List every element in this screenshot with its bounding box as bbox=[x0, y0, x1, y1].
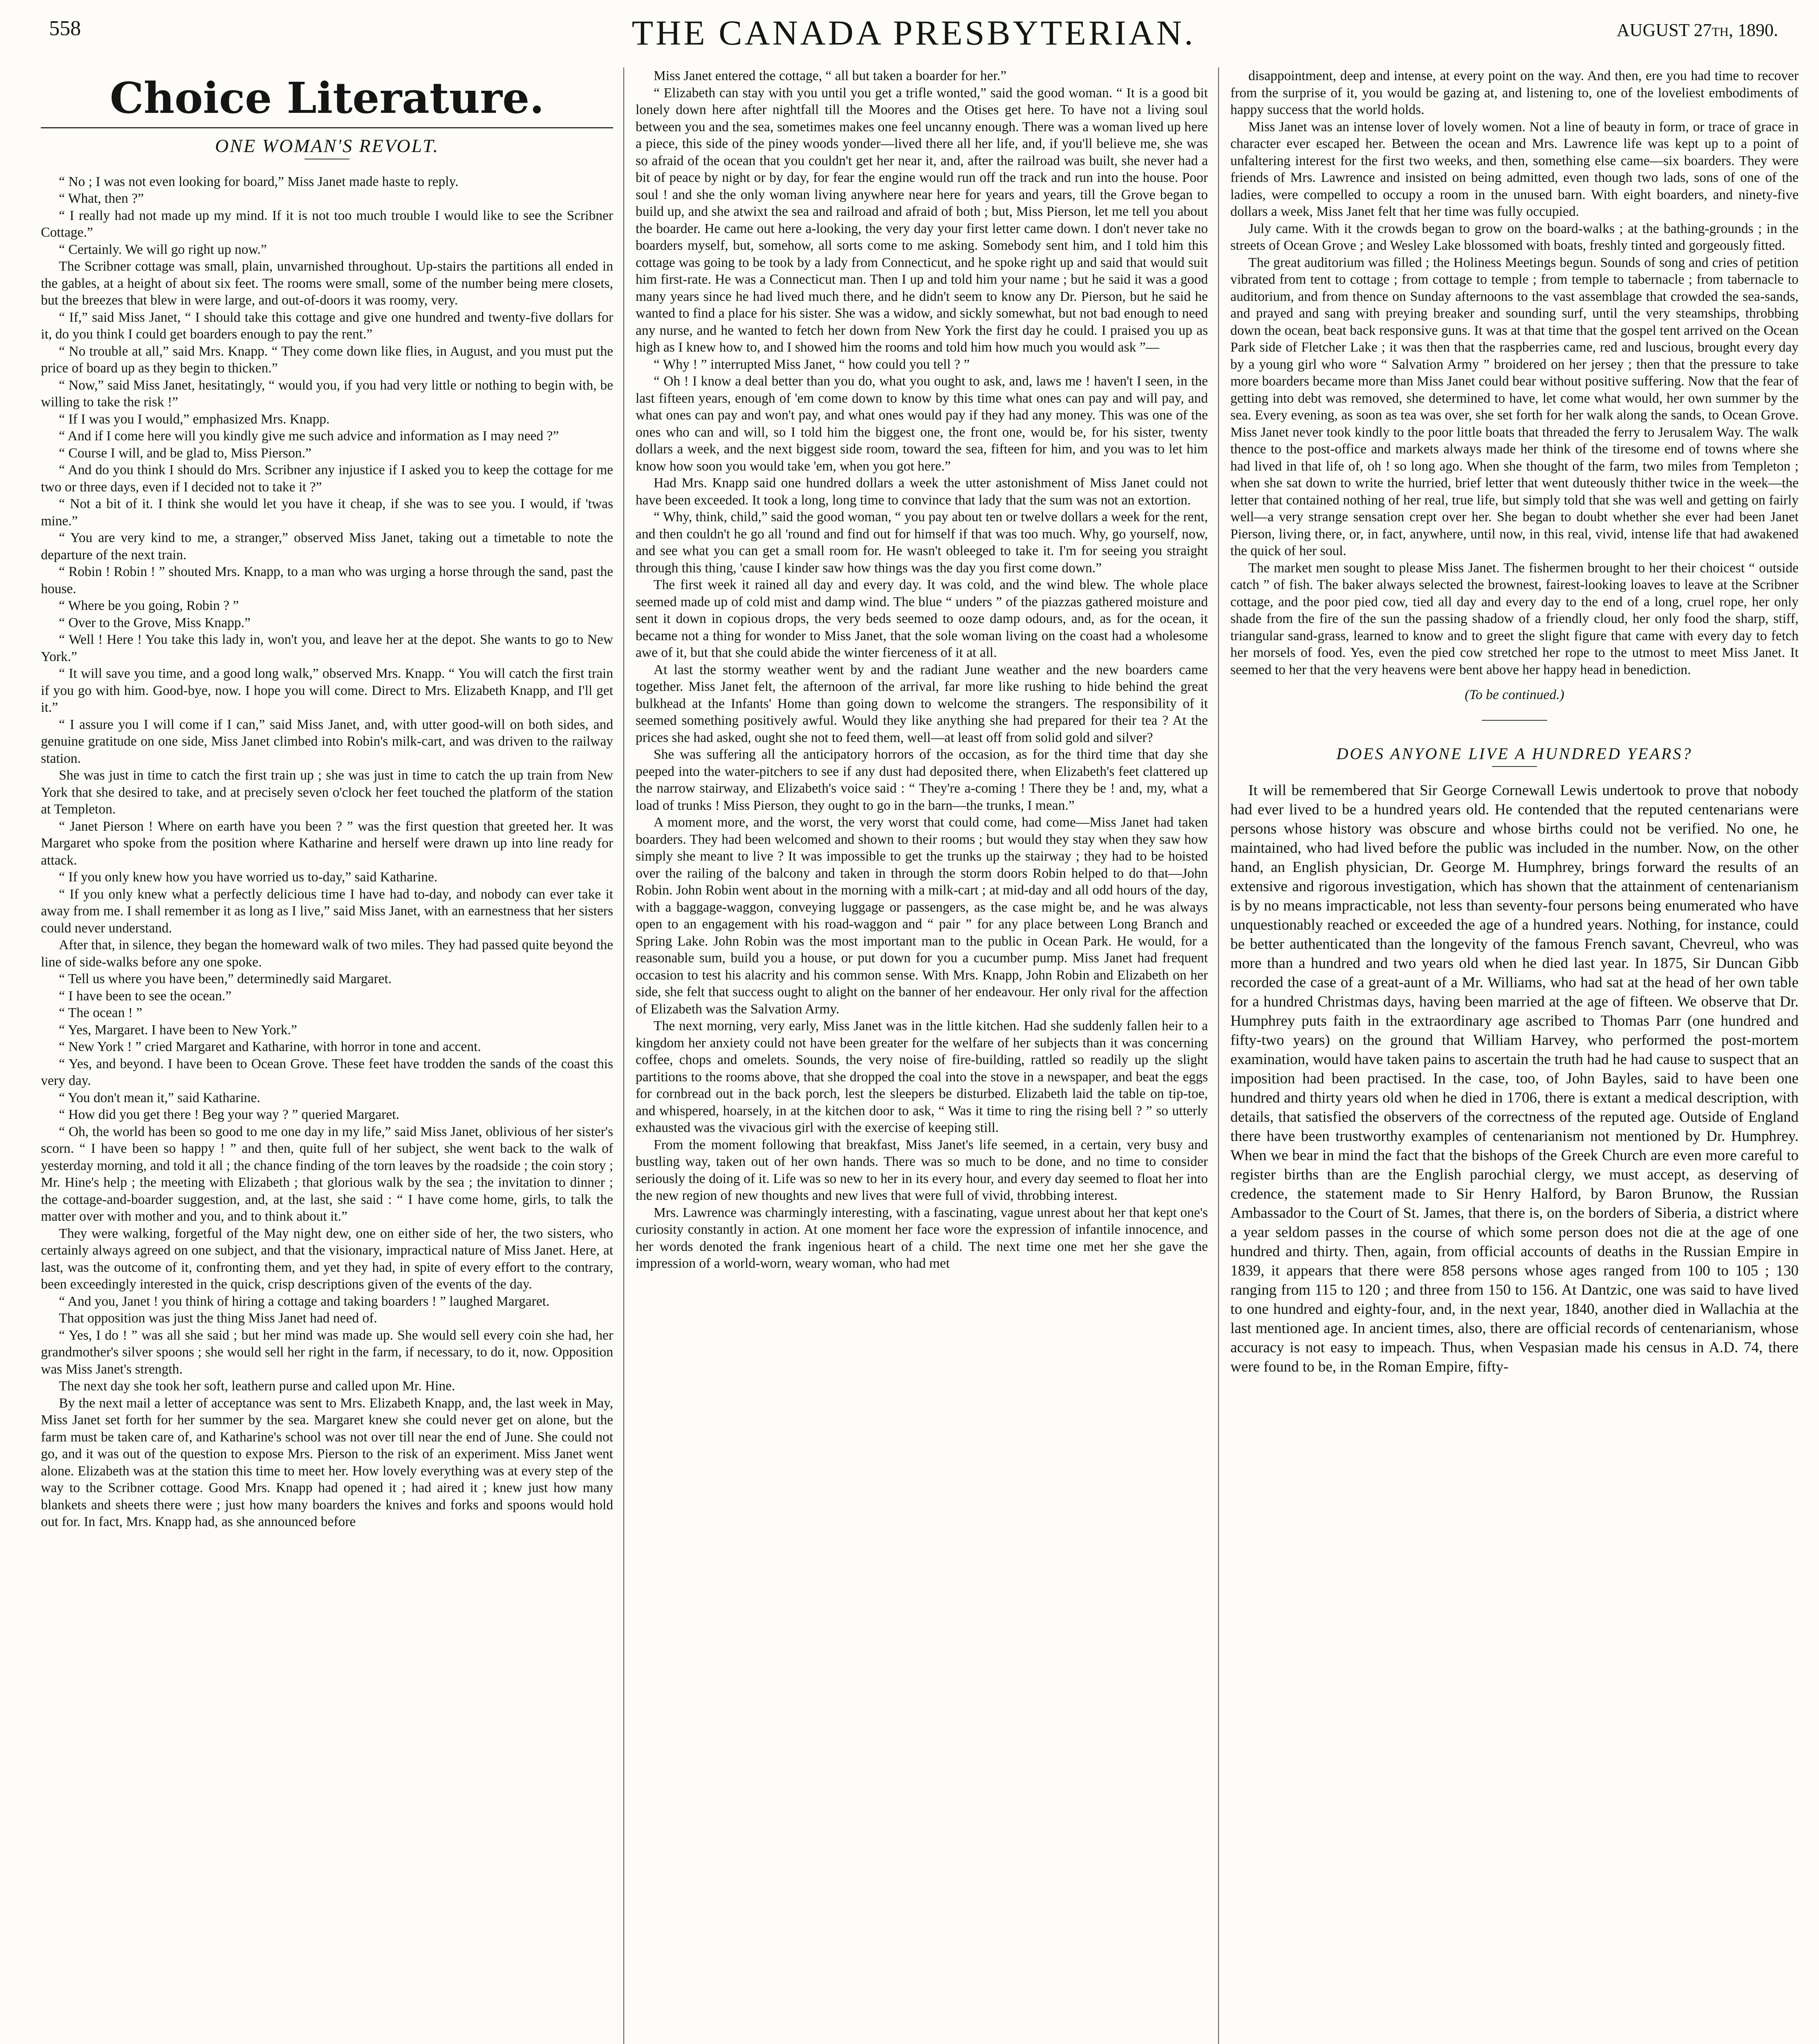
paragraph: “ It will save you time, and a good long walk,” observed Mrs. Knapp. “ You will catch the first train if you go with him. Good-bye, now. I hope you will come. Direct to Mrs. Elizabeth Knapp, and I'll get it.” bbox=[41, 666, 613, 715]
paragraph: “ If you only knew what a perfectly delicious time I have had to-day, and nobody can ever take it away from me. I shall remember it as long as I live,” said Miss Janet, with an earnestness that her sisters could never understand. bbox=[41, 886, 613, 936]
paragraph: “ New York ! ” cried Margaret and Katharine, with horror in tone and accent. bbox=[59, 1039, 481, 1054]
paragraph: disappointment, deep and intense, at every point on the way. And then, ere you had time to recover from the surprise of it, you would be gazing at, and listening to, one of the loveliest embodiments of happy success that the world holds. bbox=[1230, 68, 1799, 117]
article-body bbox=[1230, 781, 1799, 1376]
story-body-col1 bbox=[41, 173, 613, 1531]
paragraph: They were walking, forgetful of the May night dew, one on either side of her, the two sisters, who certainly always agreed on one subject, and that the visionary, impractical nature of Miss Janet. Here, at last, was the outcome of it, confronting them, and yet they had, in spite of every effort to the contrary, been exceedingly interested in the quick, crisp descriptions given of the events of the day. bbox=[41, 1226, 613, 1292]
story-body-col2 bbox=[636, 67, 1208, 1272]
paragraph: “ Elizabeth can stay with you until you get a trifle wonted,” said the good woman. “ It is a good bit lonely down here after nightfall till the Moores and the Otises get here. To have not a living soul between you and the sea, sometimes makes one feel uncanny enough. There was a woman lived up here a piece, this side of the piney woods yonder—lived there all her life, and, if you'll believe me, she was so afraid of the ocean that you couldn't get her near it, and, after the railroad was built, she never had a bit of peace by night or by day, for fear the engine would run off the track and run into the house. Poor soul ! and she the only woman living anywhere near here for years and years, till the Grove began to build up, and she atwixt the sea and railroad and afraid of both ; but, Miss Pierson, let me tell you about the boarder. He came out here a-looking, the very day your first letter came down. I don't never take no boarders myself, but, somehow, all sorts come to me asking. Somebody sent him, and I told him this cottage was going to be took by a lady from Connecticut, and he spoke right up and said that would suit him first-rate. He was a Connecticut man. Then I up and told him your name ; but he said it was a good many years since he had lived much there, and he didn't seem to know any Dr. Pierson, but he said he wanted to find a place for his sister. She was a widow, and sickly somewhat, but not bad enough to need any nurse, and he wanted to fetch her down from New York the first day he could. I praised you up as high as I knew how to, and I showed him the rooms and told him how much you would ask ”— bbox=[636, 85, 1208, 355]
paragraph: “ Well ! Here ! You take this lady in, won't you, and leave her at the depot. She wants to go to New York.” bbox=[41, 632, 613, 664]
paragraph: The first week it rained all day and every day. It was cold, and the wind blew. The whole place seemed made up of cold mist and damp wind. The blue “ unders ” of the piazzas gathered moisture and sent it down in copious drops, the very beds seemed to ooze damp odours, and, as for the ocean, it became not a thing for wonder to Miss Janet, that the sole woman living on the coast had a wholesome awe of it, but that she could abide the winter fierceness of it at all. bbox=[636, 577, 1208, 660]
paragraph: “ You don't mean it,” said Katharine. bbox=[59, 1090, 260, 1105]
story-title: ONE WOMAN'S REVOLT. bbox=[215, 135, 439, 156]
paragraph: “ If,” said Miss Janet, “ I should take this cottage and give one hundred and twenty-five dollars for it, do you think I could get boarders enough to pay the rent.” bbox=[41, 309, 613, 342]
paper-title: THE CANADA PRESBYTERIAN. bbox=[632, 13, 1196, 52]
paragraph: “ Why ! ” interrupted Miss Janet, “ how could you tell ? ” bbox=[654, 356, 970, 372]
article-separator bbox=[1482, 720, 1547, 721]
paragraph: “ Oh ! I know a deal better than you do, what you ought to ask, and, laws me ! haven't I seen, in the last fifteen years, enough of 'em come down to know by this time what ones can pay and will pay, and what ones can pay and won't pay, and what ones would pay if they had any money. This was one of the ones who can and will, so I told him the biggest one, the front one, would be, for his sister, twenty dollars a week, and the next biggest side room, toward the sea, fifteen for him, and you was to let him know how soon you would take 'em, when you got here.” bbox=[636, 374, 1208, 474]
column-3 bbox=[1230, 67, 1799, 2044]
paragraph: “ Robin ! Robin ! ” shouted Mrs. Knapp, to a man who was urging a horse through the sand, past the house. bbox=[41, 564, 613, 596]
masthead bbox=[49, 12, 1778, 61]
paragraph: “ Over to the Grove, Miss Knapp.” bbox=[59, 615, 251, 630]
paragraph: “ And do you think I should do Mrs. Scribner any injustice if I asked you to keep the cottage for me two or three days, even if I decided not to take it ?” bbox=[41, 462, 613, 495]
page-number: 558 bbox=[49, 17, 81, 40]
column-1 bbox=[41, 67, 613, 2044]
to-be-continued: (To be continued.) bbox=[1465, 687, 1564, 702]
paragraph: “ How did you get there ! Beg your way ? ” queried Margaret. bbox=[59, 1107, 399, 1122]
column-divider bbox=[623, 67, 624, 2044]
paragraph: At last the stormy weather went by and the radiant June weather and the new boarders came together. Miss Janet felt, the afternoon of the arrival, far more like rushing to hide behind the great bulkhead at the Infants' Home than going down to welcome the strangers. The responsibility of it seemed something positively awful. Would they like anything she had prepared for their tea ? At the prices she had asked, ought she not to feed them, well—at least off from solid gold and silver? bbox=[636, 662, 1208, 745]
paragraph: “ Where be you going, Robin ? ” bbox=[59, 598, 239, 613]
column-divider bbox=[1218, 67, 1219, 2044]
paragraph: “ Certainly. We will go right up now.” bbox=[59, 242, 267, 257]
paragraph: “ No ; I was not even looking for board,” Miss Janet made haste to reply. bbox=[59, 174, 459, 189]
paragraph: “ And if I come here will you kindly give me such advice and information as I may need ?” bbox=[59, 428, 559, 444]
paragraph: “ What, then ?” bbox=[59, 191, 144, 206]
paragraph: A moment more, and the worst, the very worst that could come, had come—Miss Janet had taken boarders. They had been welcomed and shown to their rooms ; but would they stay when they saw how simply she meant to live ? It was impossible to get the trunks up the stairway ; they had to be hoisted over the railing of the balcony and taken in through the storm doors Robin helped to do that—John Robin. John Robin went about in the morning with a milk-cart ; at mid-day and all odd hours of the day, with a baggage-waggon, conveying luggage or passengers, as the case might be, and he was always open to an engagement with his road-waggon and “ pair ” for any place between Long Branch and Spring Lake. John Robin was the most important man to the public in Ocean Park. He would, for a reasonable sum, build you a house, or put down for you a cucumber pump. Miss Janet had frequent occasion to test his alacrity and his common sense. With Mrs. Knapp, John Robin and Elizabeth on her side, she felt that success ought to alight on the banner of her endeavour. Her only rival for the affection of Elizabeth was the Salvation Army. bbox=[636, 815, 1208, 1017]
column-2 bbox=[636, 67, 1208, 2044]
article-title: DOES ANYONE LIVE A HUNDRED YEARS? bbox=[1336, 744, 1693, 763]
paragraph: “ I have been to see the ocean.” bbox=[59, 988, 232, 1004]
paragraph: “ And you, Janet ! you think of hiring a cottage and taking boarders ! ” laughed Margaret. bbox=[59, 1293, 550, 1309]
paragraph: “ Not a bit of it. I think she would let you have it cheap, if she was to see you. I would, if 'twas mine.” bbox=[41, 496, 613, 529]
paragraph: “ If you only knew how you have worried us to-day,” said Katharine. bbox=[59, 870, 438, 885]
paragraph: “ Yes, Margaret. I have been to New York.” bbox=[59, 1022, 297, 1038]
paragraph: “ Now,” said Miss Janet, hesitatingly, “ would you, if you had very little or nothing to begin with, be willing to take the risk !” bbox=[41, 377, 613, 410]
paragraph: “ Tell us where you have been,” determinedly said Margaret. bbox=[59, 971, 392, 986]
story-body-col3 bbox=[1230, 67, 1799, 678]
paragraph: The next morning, very early, Miss Janet was in the little kitchen. Had she suddenly fallen heir to a kingdom her anxiety could not have been greater for the welfare of her subjects than it was concerning coffee, chops and omelets. Sounds, the very noise of fire-building, rattled so readily up the slight partitions to the rooms above, that she dropped the coal into the stove in a newspaper, and beat the eggs for cornbread out in the back porch, lest the sleepers be disturbed. Elizabeth laid the table on tip-toe, and whispered, hoarsely, in at the kitchen door to ask, “ Was it time to ring the rising bell ? ” so utterly exhausted was the vivacious girl with the exercise of keeping still. bbox=[636, 1018, 1208, 1135]
paragraph: “ I really had not made up my mind. If it is not too much trouble I would like to see the Scribner Cottage.” bbox=[41, 208, 613, 240]
section-heading: Choice Literature. bbox=[110, 73, 544, 123]
paragraph: That opposition was just the thing Miss Janet had need of. bbox=[59, 1311, 377, 1326]
paragraph: Miss Janet entered the cottage, “ all but taken a boarder for her.” bbox=[654, 68, 1007, 83]
paragraph: The great auditorium was filled ; the Holiness Meetings begun. Sounds of song and cries of petition vibrated from tent to cottage ; from cottage to temple ; from temple to tabernacle ; from tabernacle to auditorium, and from thence on Sunday afternoons to the vast assemblage that crowded the sea-sands, and prayed and sang with preying breaker and sounding surf, until the very steamships, throbbing down the ocean, beat back responsive guns. It was at that time that the gospel tent arrived on the Ocean Park side of Fletcher Lake ; it was then that the raspberries came, red and luscious, brought every day by a young girl who wore “ Salvation Army ” broidered on her jersey ; then that the pressure to take more boarders became more than Miss Janet could bear without positive suffering. Now that the fear of getting into debt was removed, she determined to have, let come what would, her own summer by the sea. Every evening, as soon as tea was over, she set forth for her walk along the sands, to Ocean Grove. Miss Janet never took kindly to the poor little boats that threaded the ferry to Jerusalem Way. The walk thence to the post-office and markets always made her think of the tiresome end of towns where she had lived in that life of, oh ! so long ago. When she thought of the farm, two miles from Templeton ; when she sat down to write the hurried, brief letter that went duteously thither twice in the week—the letter that contained nothing of her real, true life, but simply told that she was well and getting on fairly well—a very strange sensation crept over her. She began to doubt whether she ever had been Janet Pierson, living there, or, in fact, anywhere, until now, in this real, vivid, intense life that had awakened the quick of her soul. bbox=[1230, 255, 1799, 558]
paragraph: July came. With it the crowds began to grow on the board-walks ; at the bathing-grounds ; in the streets of Ocean Grove ; and Wesley Lake blossomed with boats, freshly tinted and gorgeously fitted. bbox=[1230, 221, 1799, 253]
paragraph: “ You are very kind to me, a stranger,” observed Miss Janet, taking out a timetable to note the departure of the next train. bbox=[41, 530, 613, 563]
paragraph: The next day she took her soft, leathern purse and called upon Mr. Hine. bbox=[59, 1378, 455, 1394]
paragraph: The Scribner cottage was small, plain, unvarnished throughout. Up-stairs the partitions all ended in the gables, at a height of about six feet. The rooms were small, some of the number being mere closets, but the breezes that blew in were large, and out-of-doors it was roomy, very. bbox=[41, 259, 613, 308]
paragraph: The market men sought to please Miss Janet. The fishermen brought to her their choicest “ outside catch ” of fish. The baker always selected the brownest, fairest-looking loaves to leave at the Scribner cottage, and the poor pied cow, tied all day and every day to the end of a long, cruel rope, her only shade from the fire of the sun the passing shadow of a friendly cloud, her only food the sharp, stiff, triangular sand-grass, learned to know and to greet the slight figure that came with every day to fetch her morsels of food. Yes, even the pied cow stretched her rope to the utmost to meet Miss Janet. It seemed to her that the very heavens were bent above her happy head in benediction. bbox=[1230, 560, 1799, 677]
paragraph: After that, in silence, they began the homeward walk of two miles. They had passed quite beyond the line of side-walks before any one spoke. bbox=[41, 937, 613, 970]
paragraph: She was just in time to catch the first train up ; she was just in time to catch the up train from New York that she desired to take, and at precisely seven o'clock her feet touched the platform of the station at Templeton. bbox=[41, 768, 613, 817]
heading-rule bbox=[41, 127, 613, 128]
article-title-rule bbox=[1492, 766, 1537, 767]
paragraph: By the next mail a letter of acceptance was sent to Mrs. Elizabeth Knapp, and, the last week in May, Miss Janet set forth for her summer by the sea. Margaret knew she could never get on alone, but the farm must be taken care of, and Katharine's school was not over till near the end of June. She could not go, and it was out of the question to expose Mrs. Pierson to the risk of an experiment. Miss Janet went alone. Elizabeth was at the station this time to meet her. How lovely everything was at every step of the way to the Scribner cottage. Good Mrs. Knapp had opened it ; had aired it ; knew just how many blankets and sheets there were ; just how many boarders the knives and forks and spoons would hold out for. In fact, Mrs. Knapp had, as she announced before bbox=[41, 1395, 613, 1529]
paragraph: Had Mrs. Knapp said one hundred dollars a week the utter astonishment of Miss Janet could not have been exceeded. It took a long, long time to convince that lady that the sum was not an extortion. bbox=[636, 475, 1208, 508]
paragraph: “ Course I will, and be glad to, Miss Pierson.” bbox=[59, 445, 311, 461]
paragraph: From the moment following that breakfast, Miss Janet's life seemed, in a certain, very busy and bustling way, taken out of her own hands. There was so much to be done, and no time to consider seriously the doing of it. Life was so new to her in its every hour, and every day seemed to float her into the new region of new thoughts and new lives that were full of vivid, throbbing interest. bbox=[636, 1137, 1208, 1203]
paragraph: “ Janet Pierson ! Where on earth have you been ? ” was the first question that greeted her. It was Margaret who spoke from the position where Katharine and herself were drawn up into line ready for attack. bbox=[41, 818, 613, 868]
paragraph: “ Why, think, child,” said the good woman, “ you pay about ten or twelve dollars a week for the rent, and then couldn't he go all 'round and find out for himself if that was too much. Why, go yourself, now, and see what you can get a small room for. He wasn't obleeged to take it. I'm for seeing you straight through this thing, 'cause I kinder saw how things was the day you first come down.” bbox=[636, 509, 1208, 576]
paragraph: Mrs. Lawrence was charmingly interesting, with a fascinating, vague unrest about her that kept one's curiosity constantly in action. At one moment her face wore the expression of infantile innocence, and her words denoted the frank ingenious heart of a child. The next time one met her she gave the impression of a world-worn, weary woman, who had met bbox=[636, 1205, 1208, 1271]
issue-date: AUGUST 27th, 1890. bbox=[1617, 20, 1778, 40]
paragraph: “ The ocean ! ” bbox=[59, 1005, 142, 1020]
paragraph: She was suffering all the anticipatory horrors of the occasion, as for the third time that day she peeped into the water-pitchers to see if any dust had deposited there, when Elizabeth's feet clattered up the narrow stairway, and Elizabeth's voice said : “ They're a-coming ! There they be ! and, my, what a load of trunks ! Miss Pierson, they ought to go in the barn—the trunks, I mean.” bbox=[636, 747, 1208, 813]
paragraph: “ Oh, the world has been so good to me one day in my life,” said Miss Janet, oblivious of her sister's scorn. “ I have been so happy ! ” and then, quite full of her subject, she went back to the walk of yesterday morning, and told it all ; the chance finding of the torn leaves by the roadside ; the coin story ; Mr. Hine's help ; the meeting with Elizabeth ; that glorious walk by the sea ; the invitation to dinner ; the cottage-and-boarder suggestion, and, at the last, she said : “ I have come home, girls, to talk the matter over with mother and you, and to think about it.” bbox=[41, 1124, 613, 1224]
paragraph: “ I assure you I will come if I can,” said Miss Janet, and, with utter good-will on both sides, and genuine gratitude on one side, Miss Janet climbed into Robin's milk-cart, and was driven to the railway station. bbox=[41, 717, 613, 766]
paragraph: “ Yes, and beyond. I have been to Ocean Grove. These feet have trodden the sands of the coast this very day. bbox=[41, 1056, 613, 1088]
paragraph: “ If I was you I would,” emphasized Mrs. Knapp. bbox=[59, 411, 330, 427]
paragraph: Miss Janet was an intense lover of lovely women. Not a line of beauty in form, or trace of grace in character ever escaped her. Between the ocean and Mrs. Lawrence life was kept up to a point of unfaltering interest for the first two weeks, and then, something else came—six boarders. They were friends of Mrs. Lawrence and insisted on being admitted, even though two lads, sons of one of the ladies, were compelled to occupy a room in the unused barn. With eight boarders, and ninety-five dollars a week, Miss Janet felt that her time was fully occupied. bbox=[1230, 119, 1799, 219]
paragraph: It will be remembered that Sir George Cornewall Lewis undertook to prove that nobody had ever lived to be a hundred years old. He contended that the reputed centenarians were persons whose history was obscure and whose births could not be verified. No one, he maintained, who had lived before the public was included in the number. Now, on the other hand, an English physician, Dr. George M. Humphrey, brings forward the results of an extensive and rigorous investigation, which has shown that the attainment of centenarianism is by no means impracticable, not less than seventy-four persons being enumerated who have unquestionably reached or exceeded the age of a hundred years. Nothing, for instance, could be better authenticated than the longevity of the famous French savant, Chevreul, who was more than a hundred and two years old when he died last year. In 1875, Sir Duncan Gibb recorded the case of a great-aunt of a Mr. Williams, who had sat at the head of her own table for a hundred Christmas days, having been married at the age of fifteen. We observe that Dr. Humphrey puts faith in the extraordinary age ascribed to Thomas Parr (one hundred and fifty-two years) on the ground that William Harvey, who performed the post-mortem examination, would have taken pains to ascertain the truth had he had cause to suspect that an imposition had been practised. In the case, too, of John Bayles, said to have been one hundred and thirty years old when he died in 1706, there is extant a medical description, with details, that satisfied the observers of the correctness of the reputed age. Outside of England there have been trustworthy examples of centenarianism not mentioned by Dr. Humphrey. When we bear in mind the fact that the bishops of the Greek Church are even more careful to register births than are the English parochial clergy, we must accept, as deserving of credence, the statement made to Sir Henry Halford, by Baron Brunow, the Russian Ambassador to the Court of St. James, that there is, on the borders of Siberia, a district where a year seldom passes in the course of which some person does not die at the age of one hundred and thirty. Then, again, from official accounts of deaths in the Russian Empire in 1839, it appears that there were 858 persons whose ages ranged from 100 to 105 ; 130 ranging from 115 to 120 ; and three from 150 to 156. At Dantzic, one was said to have lived to one hundred and eighty-four, and, in the next year, 1840, another died in Wallachia at the last mentioned age. In ancient times, also, there are official records of centenarianism, whose accuracy is not easy to impeach. Thus, when Vespasian made his census in A.D. 74, there were found to be, in the Roman Empire, fifty- bbox=[1230, 782, 1799, 1375]
paragraph: “ Yes, I do ! ” was all she said ; but her mind was made up. She would sell every coin she had, her grandmother's silver spoons ; she would sell her right in the farm, if necessary, to do it, now. Opposition was Miss Janet's strength. bbox=[41, 1327, 613, 1377]
paragraph: “ No trouble at all,” said Mrs. Knapp. “ They come down like flies, in August, and you must put the price of board up as they begin to thicken.” bbox=[41, 343, 613, 376]
